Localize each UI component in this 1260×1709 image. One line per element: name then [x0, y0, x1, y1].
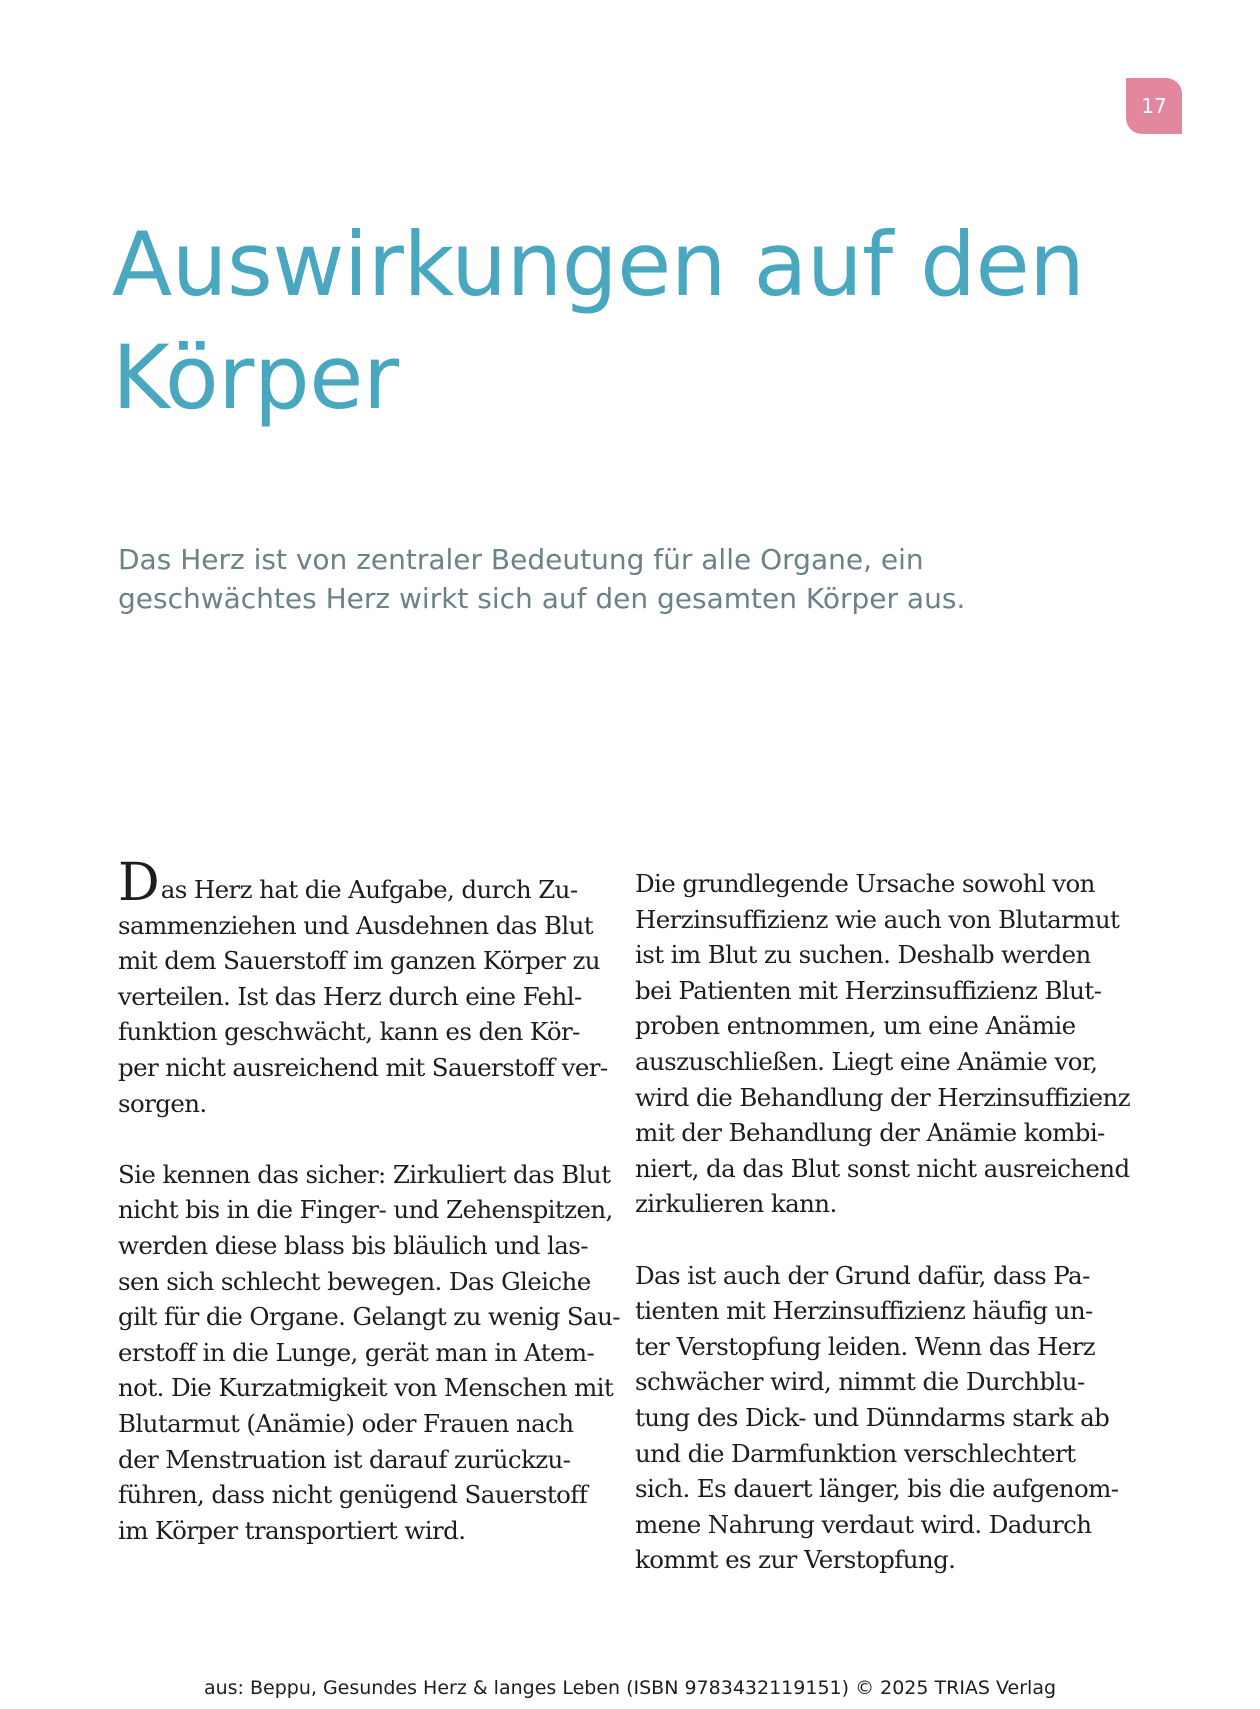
body-line: schwächer wird, nimmt die Durchblu- [635, 1367, 1085, 1397]
body-line: Herzinsuffizienz wie auch von Blutarmut [635, 904, 1120, 934]
body-line: per nicht ausreichend mit Sauerstoff ver- [118, 1052, 608, 1082]
body-line: im Körper transportiert wird. [118, 1515, 466, 1545]
source-footer: aus: Beppu, Gesundes Herz & langes Leben (ISBN 9783432119151) © 2025 TRIAS Verlag [203, 1677, 1057, 1699]
body-paragraph [118, 1157, 618, 1549]
page-title-line: Auswirkungen auf den [112, 213, 1085, 316]
body-line: sorgen. [118, 1088, 207, 1118]
body-line: zirkulieren kann. [635, 1189, 837, 1219]
body-line: mene Nahrung verdaut wird. Dadurch [635, 1509, 1092, 1539]
body-line: Die grundlegende Ursache sowohl von [635, 869, 1095, 898]
body-paragraph [118, 853, 618, 1121]
body-column-right [635, 866, 1135, 1613]
body-line: tung des Dick- und Dünndarms stark ab [635, 1402, 1110, 1432]
body-line: mit dem Sauerstoff im ganzen Körper zu [118, 946, 600, 976]
body-column-left [118, 853, 620, 1584]
body-line: werden diese blass bis bläulich und las- [118, 1230, 588, 1260]
body-line: gilt für die Organe. Gelangt zu wenig Sau- [118, 1302, 620, 1332]
body-paragraph [635, 866, 1135, 1222]
body-line: kommt es zur Verstopfung. [635, 1545, 956, 1575]
page-title [112, 208, 1112, 434]
page-title-line: Körper [112, 326, 399, 429]
body-line: wird die Behandlung der Herzinsuffizienz [635, 1082, 1131, 1112]
body-line: ist im Blut zu suchen. Deshalb werden [635, 940, 1091, 970]
body-line: proben entnommen, um eine Anämie [635, 1011, 1076, 1041]
body-paragraph [635, 1258, 1135, 1578]
body-line: niert, da das Blut sonst nicht ausreichend [635, 1153, 1130, 1183]
lead-paragraph [118, 540, 1118, 618]
body-line: der Menstruation ist darauf zurückzu- [118, 1444, 571, 1474]
body-line: bei Patienten mit Herzinsuffizienz Blut- [635, 975, 1102, 1005]
lead-line: Das Herz ist von zentraler Bedeutung für alle Organe, ein [118, 543, 924, 576]
body-line: und die Darmfunktion verschlechtert [635, 1438, 1076, 1468]
body-line: not. Die Kurzatmigkeit von Menschen mit [118, 1373, 614, 1403]
body-line: funktion geschwächt, kann es den Kör- [118, 1017, 580, 1047]
body-line-text: as Herz hat die Aufgabe, durch Zu- [160, 875, 578, 904]
drop-cap: D [118, 853, 160, 913]
body-line: Das ist auch der Grund dafür, dass Pa- [635, 1260, 1090, 1290]
body-line: führen, dass nicht genügend Sauerstoff [118, 1480, 588, 1510]
body-line: sich. Es dauert länger, bis die aufgenom- [635, 1474, 1119, 1504]
body-line: tienten mit Herzinsuffizienz häufig un- [635, 1296, 1093, 1326]
page-number-badge: 17 [1126, 78, 1182, 134]
body-line: sammenziehen und Ausdehnen das Blut [118, 910, 594, 940]
body-line: auszuschließen. Liegt eine Anämie vor, [635, 1046, 1098, 1076]
body-line: nicht bis in die Finger- und Zehenspitzen, [118, 1195, 613, 1225]
body-line: Sie kennen das sicher: Zirkuliert das Blut [118, 1159, 611, 1189]
lead-line: geschwächtes Herz wirkt sich auf den gesamten Körper aus. [118, 582, 966, 615]
body-line: verteilen. Ist das Herz durch eine Fehl- [118, 981, 582, 1011]
body-line: erstoff in die Lunge, gerät man in Atem- [118, 1337, 595, 1367]
body-line: sen sich schlecht bewegen. Das Gleiche [118, 1266, 591, 1296]
body-line: mit der Behandlung der Anämie kombi- [635, 1118, 1105, 1148]
body-line: Blutarmut (Anämie) oder Frauen nach [118, 1408, 574, 1438]
body-line: ter Verstopfung leiden. Wenn das Herz [635, 1331, 1096, 1361]
body-line [118, 853, 618, 913]
